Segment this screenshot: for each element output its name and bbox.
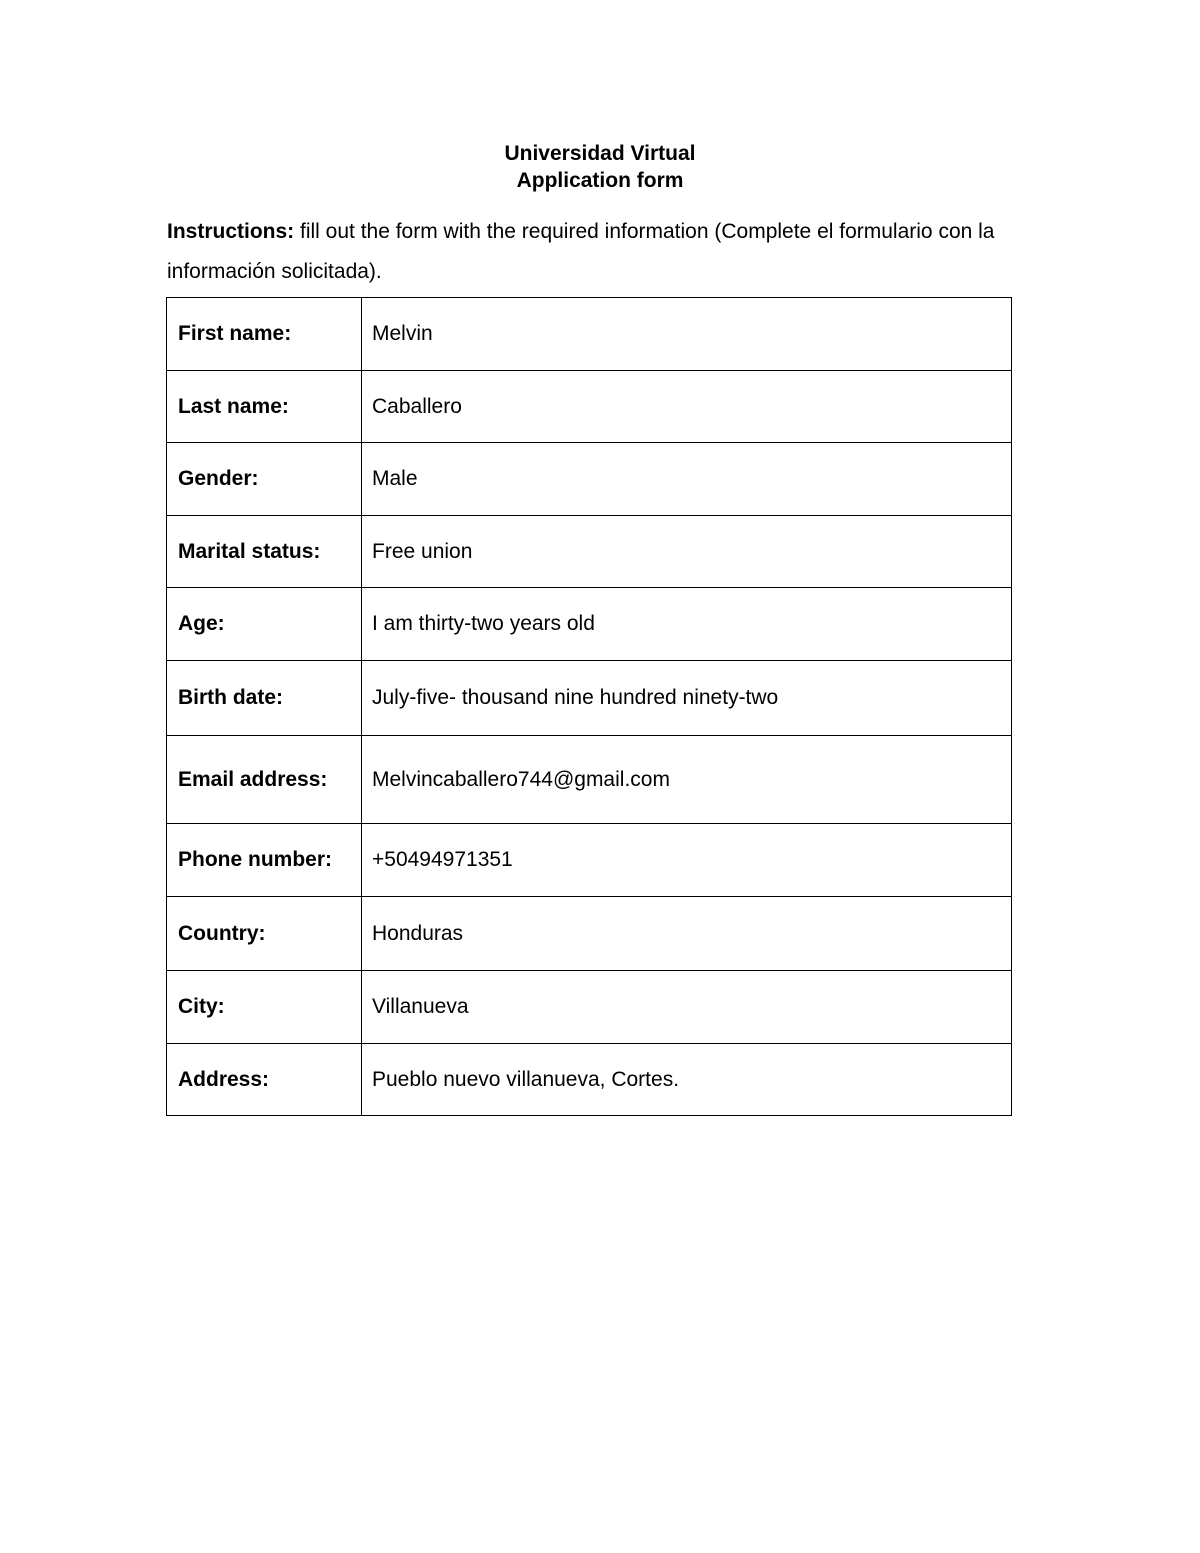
- form-row-birth-date: [167, 661, 1012, 736]
- document-title: Universidad Virtual: [504, 142, 696, 165]
- field-label: City:: [167, 971, 362, 1044]
- form-row-email-address: [167, 736, 1012, 824]
- field-value: Pueblo nuevo villanueva, Cortes.: [362, 1044, 1012, 1116]
- document-subtitle: Application form: [516, 169, 684, 192]
- form-row-city: [167, 971, 1012, 1044]
- field-label: First name:: [167, 298, 362, 371]
- form-row-phone-number: [167, 824, 1012, 897]
- field-label: Age:: [167, 588, 362, 661]
- field-value: Male: [362, 443, 1012, 516]
- form-row-last-name: [167, 371, 1012, 443]
- form-row-marital-status: [167, 516, 1012, 588]
- field-label: Country:: [167, 897, 362, 971]
- field-value: Honduras: [362, 897, 1012, 971]
- form-row-address: [167, 1044, 1012, 1116]
- field-value: Villanueva: [362, 971, 1012, 1044]
- instructions-label: Instructions:: [167, 220, 295, 243]
- form-row-age: [167, 588, 1012, 661]
- instructions-paragraph: [167, 212, 1037, 292]
- field-value: July-five- thousand nine hundred ninety-two: [362, 661, 1012, 736]
- field-label: Birth date:: [167, 661, 362, 736]
- field-value: Melvin: [362, 298, 1012, 371]
- field-label: Last name:: [167, 371, 362, 443]
- form-row-gender: [167, 443, 1012, 516]
- field-label: Gender:: [167, 443, 362, 516]
- field-value: Caballero: [362, 371, 1012, 443]
- field-value: Melvincaballero744@gmail.com: [362, 736, 1012, 824]
- field-label: Email address:: [167, 736, 362, 824]
- form-row-first-name: [167, 298, 1012, 371]
- field-label: Phone number:: [167, 824, 362, 897]
- application-form-table: [166, 297, 1012, 1116]
- field-value: I am thirty-two years old: [362, 588, 1012, 661]
- field-label: Address:: [167, 1044, 362, 1116]
- form-row-country: [167, 897, 1012, 971]
- instructions-text: fill out the form with the required information (Complete el formulario con la información solicitada).: [167, 220, 995, 283]
- field-label: Marital status:: [167, 516, 362, 588]
- field-value: +50494971351: [362, 824, 1012, 897]
- field-value: Free union: [362, 516, 1012, 588]
